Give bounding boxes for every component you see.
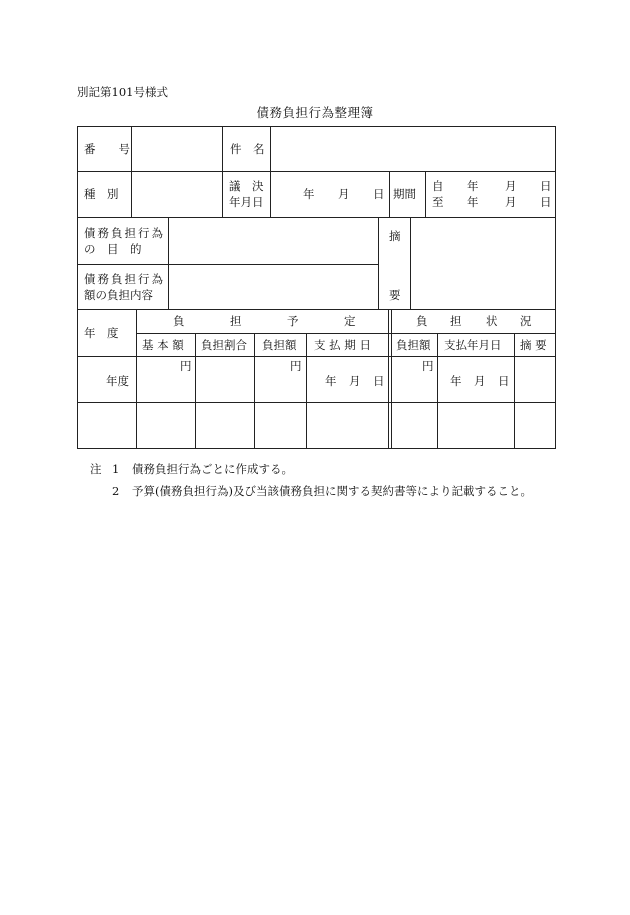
- col-status-date: 支払年月日: [444, 338, 502, 352]
- note-text-2: 予算(債務負担行為)及び当該債務負担に関する契約書等により記載すること。: [132, 484, 532, 498]
- status-group-1: 負: [416, 314, 428, 328]
- remarks-side-top: 摘: [389, 229, 401, 243]
- status-group-3: 状: [486, 314, 498, 328]
- plan-group-3: 予: [287, 314, 299, 328]
- col-payment-date: 支 払 期 日: [314, 338, 371, 352]
- purpose-label-2: の 目 的: [84, 242, 142, 256]
- status-group-4: 況: [520, 314, 532, 328]
- decision-year: 年: [303, 187, 315, 201]
- plan-group-1: 負: [173, 314, 185, 328]
- remarks-side-bottom: 要: [389, 288, 401, 302]
- period-label: 期間: [393, 187, 416, 201]
- type-label: 種 別: [84, 187, 119, 201]
- status-day: 日: [498, 374, 510, 388]
- period-from-year: 年: [467, 179, 479, 193]
- purpose-label-1: 債務負担行為: [84, 226, 165, 240]
- row-year-label: 年度: [106, 374, 129, 388]
- status-year: 年: [450, 374, 462, 388]
- plan-group-4: 定: [344, 314, 356, 328]
- content-label-2: 額の負担内容: [84, 288, 153, 302]
- pay-year: 年: [325, 374, 337, 388]
- decision-label-1: 議 決: [229, 179, 264, 193]
- pay-month: 月: [349, 374, 361, 388]
- plan-group-2: 担: [230, 314, 242, 328]
- year-label: 年 度: [84, 326, 119, 340]
- note-item-1: [90, 458, 532, 480]
- number-label: 番 号: [84, 142, 130, 156]
- period-from-month: 月: [505, 179, 517, 193]
- period-from-day: 日: [540, 179, 552, 193]
- period-to-label: 至: [432, 195, 444, 209]
- period-to-year: 年: [467, 195, 479, 209]
- document-title: 債務負担行為整理簿: [256, 105, 374, 120]
- col-status-amount: 負担額: [396, 338, 431, 352]
- decision-label-2: 年月日: [229, 195, 264, 209]
- col-share-ratio: 負担割合: [201, 338, 247, 352]
- pay-day: 日: [373, 374, 385, 388]
- status-group-2: 担: [450, 314, 462, 328]
- status-month: 月: [474, 374, 486, 388]
- note-text-1: 債務負担行為ごとに作成する。: [132, 462, 293, 476]
- decision-day: 日: [373, 187, 385, 201]
- note-item-2: [90, 480, 532, 502]
- period-to-day: 日: [540, 195, 552, 209]
- form-id: 別記第101号様式: [77, 85, 168, 99]
- note-num-2: 2: [112, 484, 120, 498]
- col-base-amount: 基 本 額: [142, 338, 184, 352]
- yen-plan: 円: [290, 359, 302, 373]
- col-remarks: 摘 要: [520, 338, 547, 352]
- decision-month: 月: [338, 187, 350, 201]
- notes: [90, 458, 532, 502]
- subject-label: 件 名: [230, 142, 265, 156]
- col-plan-amount: 負担額: [262, 338, 297, 352]
- period-from-label: 自: [432, 179, 444, 193]
- yen-status: 円: [422, 359, 434, 373]
- period-to-month: 月: [505, 195, 517, 209]
- notes-head: 注: [90, 462, 102, 476]
- content-label-1: 債務負担行為: [84, 272, 165, 286]
- note-num-1: 1: [112, 462, 120, 476]
- yen-base: 円: [180, 359, 192, 373]
